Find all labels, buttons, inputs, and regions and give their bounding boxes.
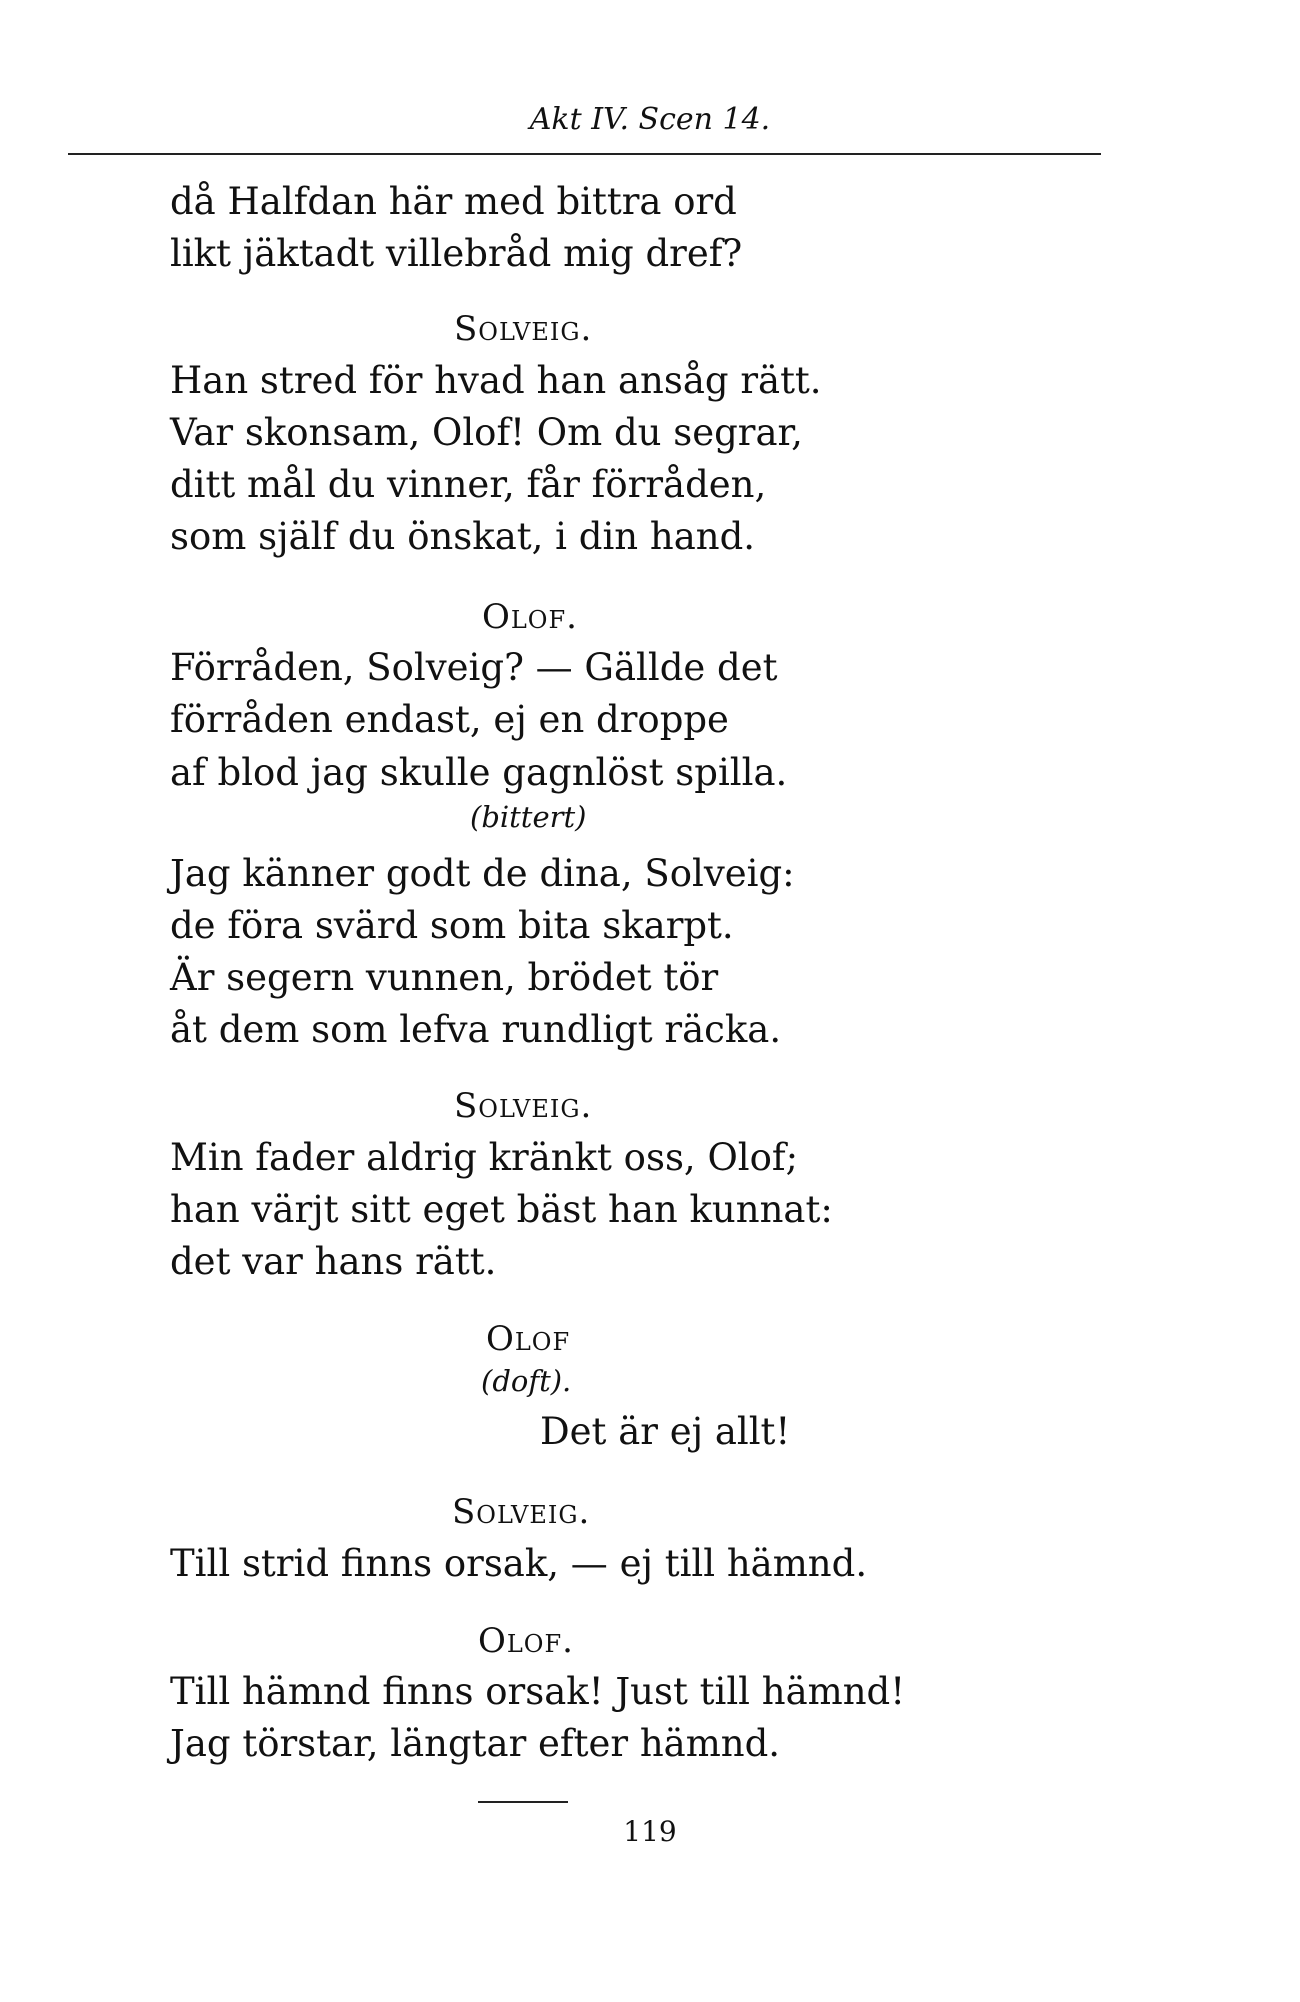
speaker-name: Solveig. bbox=[452, 1492, 591, 1532]
verse-line: det var hans rätt. bbox=[170, 1240, 497, 1283]
verse-line: af blod jag skulle gagnlöst spilla. bbox=[170, 751, 788, 794]
verse-line: Till strid finns orsak, — ej till hämnd. bbox=[170, 1542, 868, 1585]
page-number: 119 bbox=[623, 1815, 677, 1848]
verse-line: Jag törstar, längtar efter hämnd. bbox=[170, 1722, 781, 1765]
verse-line: då Halfdan här med bittra ord bbox=[170, 180, 737, 223]
running-header: Akt IV. Scen 14. bbox=[529, 102, 771, 137]
verse-line: åt dem som lefva rundligt räcka. bbox=[170, 1008, 782, 1051]
verse-line: Var skonsam, Olof! Om du segrar, bbox=[170, 411, 803, 454]
verse-line: likt jäktadt villebråd mig dref? bbox=[170, 232, 743, 275]
verse-line: Det är ej allt! bbox=[540, 1410, 791, 1453]
speaker-name: Olof. bbox=[482, 597, 578, 637]
verse-line: ditt mål du vinner, får förråden, bbox=[170, 463, 767, 506]
verse-line: Jag känner godt de dina, Solveig: bbox=[170, 852, 795, 895]
verse-line: Förråden, Solveig? — Gällde det bbox=[170, 646, 778, 689]
speaker-name: Olof. bbox=[478, 1621, 574, 1661]
verse-line: han värjt sitt eget bäst han kunnat: bbox=[170, 1188, 833, 1231]
stage-direction: (bittert) bbox=[470, 800, 587, 834]
header-rule bbox=[68, 153, 1101, 155]
verse-line: Är segern vunnen, brödet tör bbox=[170, 956, 719, 999]
footer-rule bbox=[478, 1801, 568, 1803]
verse-line: Till hämnd finns orsak! Just till hämnd! bbox=[170, 1670, 906, 1713]
stage-direction: (doft). bbox=[481, 1364, 572, 1398]
verse-line: de föra svärd som bita skarpt. bbox=[170, 904, 734, 947]
verse-line: Min fader aldrig kränkt oss, Olof; bbox=[170, 1136, 799, 1179]
speaker-name: Solveig. bbox=[454, 309, 593, 349]
verse-line: förråden endast, ej en droppe bbox=[170, 698, 729, 741]
verse-line: Han stred för hvad han ansåg rätt. bbox=[170, 359, 822, 402]
verse-line: som själf du önskat, i din hand. bbox=[170, 515, 756, 558]
speaker-name: Solveig. bbox=[454, 1086, 593, 1126]
speaker-name: Olof bbox=[486, 1319, 571, 1359]
